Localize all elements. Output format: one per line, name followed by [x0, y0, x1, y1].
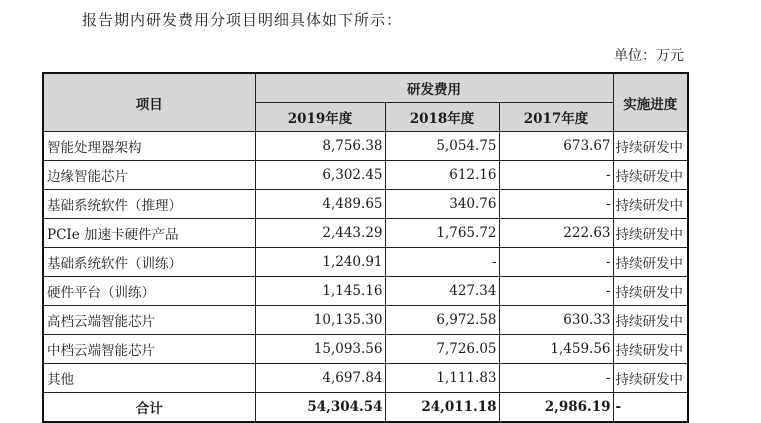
row-status: 持续研发中 [613, 306, 688, 335]
row-2017: - [499, 190, 613, 219]
row-2018: - [385, 248, 499, 277]
row-2017: 673.67 [499, 132, 613, 161]
row-name: 智能处理器架构 [43, 132, 255, 161]
rd-expense-table [42, 72, 689, 423]
row-2019: 4,697.84 [255, 364, 385, 393]
row-2018: 1,111.83 [385, 364, 499, 393]
row-2019: 10,135.30 [255, 306, 385, 335]
row-2018: 6,972.58 [385, 306, 499, 335]
row-name: 硬件平台（训练） [43, 277, 255, 306]
total-row [43, 393, 688, 423]
row-status: 持续研发中 [613, 190, 688, 219]
table-row [43, 277, 688, 306]
row-status: 持续研发中 [613, 364, 688, 393]
row-name: 中档云端智能芯片 [43, 335, 255, 364]
row-status: 持续研发中 [613, 248, 688, 277]
table-row [43, 364, 688, 393]
table-row [43, 132, 688, 161]
header-project: 项目 [43, 73, 255, 132]
header-rd-cost: 研发费用 [255, 73, 613, 103]
table-row [43, 219, 688, 248]
row-status: 持续研发中 [613, 335, 688, 364]
header-year-2019: 2019年度 [255, 103, 385, 132]
table-row [43, 190, 688, 219]
row-2017: 222.63 [499, 219, 613, 248]
intro-text: 报告期内研发费用分项目明细具体如下所示： [82, 11, 403, 29]
header-year-2018: 2018年度 [385, 103, 499, 132]
table-body [43, 132, 688, 423]
row-2019: 1,240.91 [255, 248, 385, 277]
row-2017: - [499, 248, 613, 277]
row-name: 高档云端智能芯片 [43, 306, 255, 335]
header-year-2017: 2017年度 [499, 103, 613, 132]
row-2018: 5,054.75 [385, 132, 499, 161]
total-2018: 24,011.18 [385, 393, 499, 423]
row-name: 其他 [43, 364, 255, 393]
row-2018: 7,726.05 [385, 335, 499, 364]
row-2019: 1,145.16 [255, 277, 385, 306]
row-status: 持续研发中 [613, 277, 688, 306]
total-status: - [613, 393, 688, 423]
row-2017: - [499, 161, 613, 190]
row-name: 基础系统软件（推理） [43, 190, 255, 219]
table-row [43, 335, 688, 364]
row-name: 基础系统软件（训练） [43, 248, 255, 277]
row-name: 边缘智能芯片 [43, 161, 255, 190]
row-2019: 8,756.38 [255, 132, 385, 161]
row-status: 持续研发中 [613, 161, 688, 190]
row-2019: 2,443.29 [255, 219, 385, 248]
total-label: 合计 [43, 393, 255, 423]
row-2019: 15,093.56 [255, 335, 385, 364]
row-2017: - [499, 277, 613, 306]
row-2019: 6,302.45 [255, 161, 385, 190]
table-header [43, 73, 688, 132]
row-2018: 1,765.72 [385, 219, 499, 248]
row-status: 持续研发中 [613, 219, 688, 248]
total-2017: 2,986.19 [499, 393, 613, 423]
row-2017: - [499, 364, 613, 393]
table-row [43, 161, 688, 190]
row-2017: 1,459.56 [499, 335, 613, 364]
total-2019: 54,304.54 [255, 393, 385, 423]
table-row [43, 248, 688, 277]
header-progress: 实施进度 [613, 73, 688, 132]
row-2018: 612.16 [385, 161, 499, 190]
row-2017: 630.33 [499, 306, 613, 335]
row-2018: 340.76 [385, 190, 499, 219]
row-2018: 427.34 [385, 277, 499, 306]
row-name: PCIe 加速卡硬件产品 [43, 219, 255, 248]
row-2019: 4,489.65 [255, 190, 385, 219]
row-status: 持续研发中 [613, 132, 688, 161]
table-row [43, 306, 688, 335]
unit-label: 单位：万元 [614, 48, 684, 64]
